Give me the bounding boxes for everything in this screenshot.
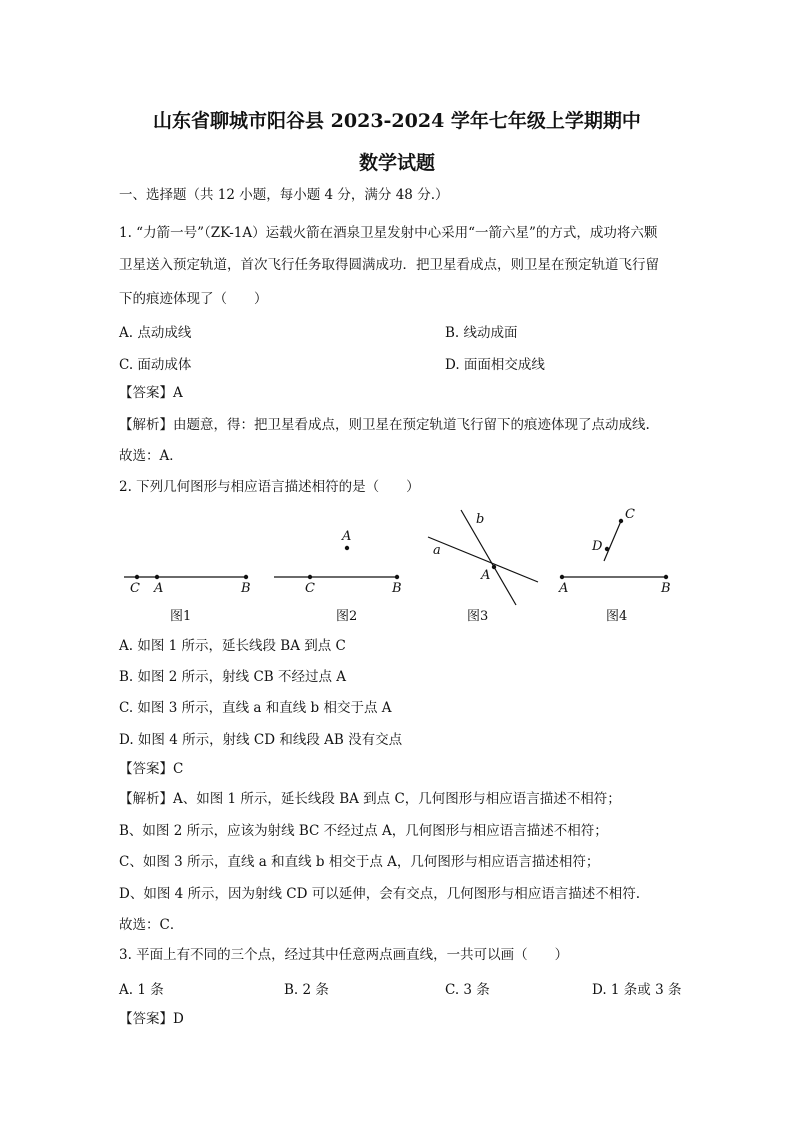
q3-option-a: A. 1 条: [119, 982, 164, 998]
fig2-label-a: A: [342, 529, 352, 544]
q2-stem: 2. 下列几何图形与相应语言描述相符的是（ ）: [119, 479, 420, 495]
fig1-label-b: B: [241, 581, 251, 596]
fig4-point-b: [664, 575, 668, 579]
fig2-point-a: [345, 546, 349, 550]
fig3-label-a-line: a: [433, 543, 441, 558]
fig4-ray-cd: [604, 521, 621, 561]
fig4-label-c: C: [625, 507, 635, 522]
fig1-caption: 图1: [170, 609, 192, 624]
q3-option-c: C. 3 条: [445, 982, 490, 998]
q1-line-2: 卫星送入预定轨道，首次飞行任务取得圆满成功．把卫星看成点，则卫星在预定轨道飞行留: [119, 257, 659, 273]
q2-choose: 故选：C．: [119, 917, 184, 933]
q2-option-c: C. 如图 3 所示，直线 a 和直线 b 相交于点 A: [119, 700, 392, 716]
q3-stem: 3. 平面上有不同的三个点，经过其中任意两点画直线，一共可以画（ ）: [119, 947, 569, 963]
fig3-label-point-a: A: [481, 568, 491, 583]
fig3-point-a: [492, 565, 496, 569]
fig1-label-a: A: [154, 581, 164, 596]
fig2-label-b: B: [392, 581, 402, 596]
q3-option-b: B. 2 条: [284, 982, 329, 998]
fig1-label-c: C: [130, 581, 140, 596]
fig2-label-c: C: [305, 581, 315, 596]
q1-option-d: D. 面面相交成线: [445, 357, 545, 373]
q2-analysis-3: C、如图 3 所示，直线 a 和直线 b 相交于点 A，几何图形与相应语言描述相符；: [119, 854, 600, 870]
fig3-line-b: [461, 510, 516, 605]
q1-option-b: B. 线动成面: [445, 325, 518, 341]
fig4-point-a: [560, 575, 564, 579]
fig2-point-c: [308, 575, 312, 579]
fig1-point-a: [155, 575, 159, 579]
q2-option-d: D. 如图 4 所示，射线 CD 和线段 AB 没有交点: [119, 732, 403, 748]
fig1-point-c: [135, 575, 139, 579]
fig4-label-a: A: [559, 581, 569, 596]
q1-line-3: 下的痕迹体现了（ ）: [119, 291, 268, 307]
q1-option-a: A. 点动成线: [119, 325, 192, 341]
q1-answer: 【答案】A: [119, 385, 183, 401]
fig4-point-c: [619, 519, 623, 523]
q2-analysis-1: 【解析】A、如图 1 所示，延长线段 BA 到点 C，几何图形与相应语言描述不相符；: [119, 791, 621, 807]
q2-analysis-2: B、如图 2 所示，应该为射线 BC 不经过点 A，几何图形与相应语言描述不相符；: [119, 823, 608, 839]
q1-option-c: C. 面动成体: [119, 357, 192, 373]
q2-option-b: B. 如图 2 所示，射线 CB 不经过点 A: [119, 669, 347, 685]
page-subtitle: 数学试题: [358, 152, 435, 174]
fig4-point-d: [605, 547, 609, 551]
q2-analysis-4: D、如图 4 所示，因为射线 CD 可以延伸，会有交点，几何图形与相应语言描述不相符.: [119, 886, 641, 902]
q1-choose: 故选：A．: [119, 448, 183, 464]
q1-analysis: 【解析】由题意，得：把卫星看成点，则卫星在预定轨道飞行留下的痕迹体现了点动成线.: [119, 417, 650, 433]
fig2-point-b: [395, 575, 399, 579]
fig4-caption: 图4: [606, 609, 628, 624]
q2-option-a: A. 如图 1 所示，延长线段 BA 到点 C: [119, 638, 346, 654]
page-title: 山东省聊城市阳谷县 2023-2024 学年七年级上学期期中: [153, 110, 641, 132]
q3-answer: 【答案】D: [119, 1011, 184, 1027]
section-header: 一、选择题（共 12 小题，每小题 4 分，满分 48 分.）: [119, 187, 449, 203]
fig4-label-b: B: [661, 581, 671, 596]
fig4-label-d: D: [592, 539, 603, 554]
q2-answer: 【答案】C: [119, 761, 184, 777]
q1-line-1: 1. “力箭一号”（ZK-1A）运载火箭在酒泉卫星发射中心采用“一箭六星”的方式，成功将六颗: [119, 225, 658, 241]
fig3-label-b: b: [476, 512, 485, 527]
fig1-point-b: [244, 575, 248, 579]
fig2-caption: 图2: [336, 609, 358, 624]
q3-option-d: D. 1 条或 3 条: [592, 982, 682, 998]
fig3-caption: 图3: [467, 609, 489, 624]
